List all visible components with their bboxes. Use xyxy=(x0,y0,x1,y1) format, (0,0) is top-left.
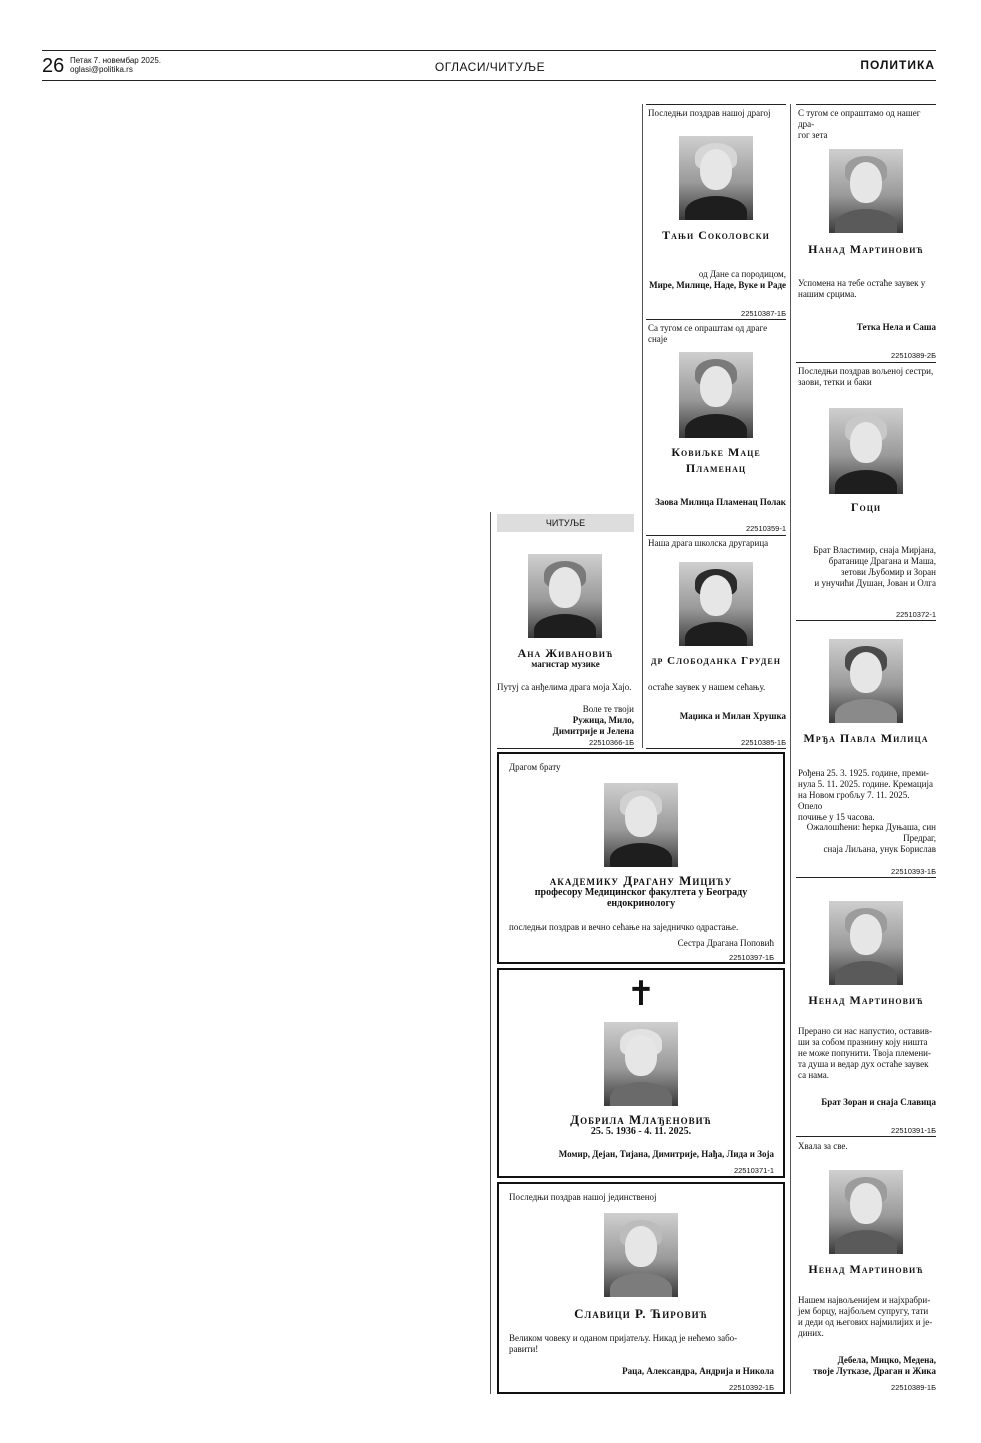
notice-rule xyxy=(796,362,936,363)
notice-intro: Хвала за све. xyxy=(798,1141,848,1151)
notice-intro: Последњи поздрав нашој јединственој xyxy=(509,1192,657,1202)
ad-code: 22510397-1Б xyxy=(729,953,774,962)
portrait-photo xyxy=(679,562,753,646)
brand-logo: ПОЛИТИКА xyxy=(860,58,935,72)
notice-rule xyxy=(796,620,936,621)
ad-code: 22510359-1 xyxy=(745,524,786,533)
orthodox-cross-icon: ✝ xyxy=(626,976,656,1013)
deceased-name: др Слободанка Груден xyxy=(651,655,781,667)
portrait-photo xyxy=(829,408,903,494)
portrait-photo xyxy=(679,352,753,438)
portrait-photo xyxy=(679,136,753,220)
signatories: Маџика и Милан Хрушка xyxy=(679,711,786,721)
deceased-name: Ковиљке Маце Пламенац xyxy=(671,445,761,475)
header-date: Петак 7. новембар 2025. xyxy=(70,56,161,65)
notice-text: Нашем највољенијем и најхрабри- јем борцу, најбољем супругу, тати и деди од његових најмилијих и је- диних. xyxy=(798,1295,933,1338)
ad-code: 22510389-1Б xyxy=(891,1383,936,1392)
notice-rule xyxy=(497,748,634,749)
deceased-name: Ненад Мартиновић xyxy=(808,993,924,1007)
deceased-name: Добрила Млађеновић xyxy=(570,1112,712,1127)
portrait-photo xyxy=(829,639,903,723)
notice-intro: Драгом брату xyxy=(509,762,561,772)
column-divider xyxy=(790,104,791,1394)
notice-rule xyxy=(646,535,786,536)
notice-intro: Последњи поздрав нашој драгој xyxy=(648,108,771,118)
header-bottom-rule xyxy=(42,80,936,81)
ad-code: 22510372-1 xyxy=(895,610,936,619)
life-dates: 25. 5. 1936 - 4. 11. 2025. xyxy=(590,1126,692,1137)
notice-intro: Наша драга школска другарица xyxy=(648,538,769,548)
deceased-name: Ана Живановић xyxy=(517,646,614,660)
deceased-name: Тањи Соколовски xyxy=(662,228,770,242)
notice-text: Великом човеку и оданом пријатељу. Никад је нећемо забо- равити! xyxy=(509,1333,738,1354)
header-top-rule xyxy=(42,50,936,51)
notice-intro: Последњи поздрав вољеној сестри, заови, тетки и баки xyxy=(798,366,934,387)
portrait-photo xyxy=(528,554,602,638)
notice-text: последњи поздрав и вечно сећање на заједничко одрастање. xyxy=(509,922,739,932)
category-label: ЧИТУЉЕ xyxy=(497,514,634,532)
deceased-name: Ненад Мартиновић xyxy=(808,1262,924,1276)
signatories: Воле те твоји Ружица, Мило, Димитрије и Јелена xyxy=(552,704,634,736)
portrait-photo xyxy=(829,1170,903,1254)
ad-code: 22510392-1Б xyxy=(729,1383,774,1392)
column-divider xyxy=(642,104,643,748)
deceased-name: Гоци xyxy=(850,500,882,514)
ad-code: 22510385-1Б xyxy=(741,738,786,747)
notice-text: Путуј са анђелима драга моја Хајо. xyxy=(497,682,632,692)
portrait-photo xyxy=(829,149,903,233)
notice-intro: С тугом се опраштамо од нашег дра- гог зета xyxy=(798,108,921,140)
signatories: Брат Зоран и снаја Славица xyxy=(821,1097,936,1107)
notice-intro: Са тугом се опраштам од драге снаје xyxy=(648,323,768,344)
notice-text: Прерано си нас напустио, оставив- ши за собом празнину коју ништа не може попунити. Твоја племени- та душа и ведар дух остаће заувек са нама. xyxy=(798,1026,932,1080)
signatories: Брат Властимир, снаја Мирјана, братанице Драгана и Маша, зетови Љубомир и Зоран и унучићи Душан, Јован и Олга xyxy=(813,545,936,588)
portrait-photo xyxy=(604,783,678,867)
signatories: Дебела, Мицко, Медена, твоје Лутказе, Драган и Жика xyxy=(813,1355,936,1376)
header-email[interactable]: oglasi@politika.rs xyxy=(70,65,133,74)
notice-text: остаће заувек у нашем сећању. xyxy=(648,682,766,692)
column-divider xyxy=(490,512,491,1394)
signatories: Момир, Дејан, Тијана, Димитрије, Нађа, Лида и Зоја xyxy=(558,1149,774,1159)
signatories: од Дане са породицом, Мире, Милице, Наде, Вуке и Раде xyxy=(649,269,786,290)
portrait-photo xyxy=(829,901,903,985)
section-title: ОГЛАСИ/ЧИТУЉЕ xyxy=(434,60,546,74)
ad-code: 22510387-1Б xyxy=(741,309,786,318)
deceased-name: Нанад Мартиновић xyxy=(808,242,924,256)
notice-rule xyxy=(646,319,786,320)
ad-code: 22510391-1Б xyxy=(891,1126,936,1135)
deceased-title: магистар музике xyxy=(531,659,600,669)
signatories: Ожалошћени: ћерка Дуњаша, син Предраг, снаја Лиљана, унук Борислав xyxy=(806,822,936,854)
notice-rule xyxy=(796,877,936,878)
notice-rule xyxy=(646,748,786,749)
signatories: Раца, Александра, Андрија и Никола xyxy=(622,1366,774,1376)
signatories: Тетка Нела и Саша xyxy=(856,322,936,332)
deceased-title: професору Медицинског факултета у Београду ендокринологу xyxy=(534,887,748,909)
header-dateline xyxy=(70,56,161,74)
notice-rule xyxy=(796,104,936,105)
notice-text: Рођена 25. 3. 1925. године, преми- нула 5. 11. 2025. године. Кремација на Новом гробљу 7. 11. 2025. Опело почиње у 15 часова. xyxy=(798,768,933,822)
ad-code: 22510366-1Б xyxy=(589,738,634,747)
ad-code: 22510371-1 xyxy=(733,1166,774,1175)
notice-rule xyxy=(796,1136,936,1137)
notice-text: Успомена на тебе остаће заувек у нашим срцима. xyxy=(798,278,926,299)
portrait-photo xyxy=(604,1022,678,1106)
deceased-name: Славици Р. Ћировић xyxy=(574,1306,708,1321)
page-number: 26 xyxy=(42,55,65,77)
ad-code: 22510389-2Б xyxy=(891,351,936,360)
deceased-name: Мрђа Павла Милица xyxy=(803,731,929,745)
signatories: Заова Милица Пламенац Полак xyxy=(655,497,786,507)
ad-code: 22510393-1Б xyxy=(891,867,936,876)
portrait-photo xyxy=(604,1213,678,1297)
signatories: Сестра Драгана Поповић xyxy=(677,938,774,948)
notice-rule xyxy=(646,104,786,105)
deceased-name: академику Драгану Мицићу xyxy=(549,873,733,888)
